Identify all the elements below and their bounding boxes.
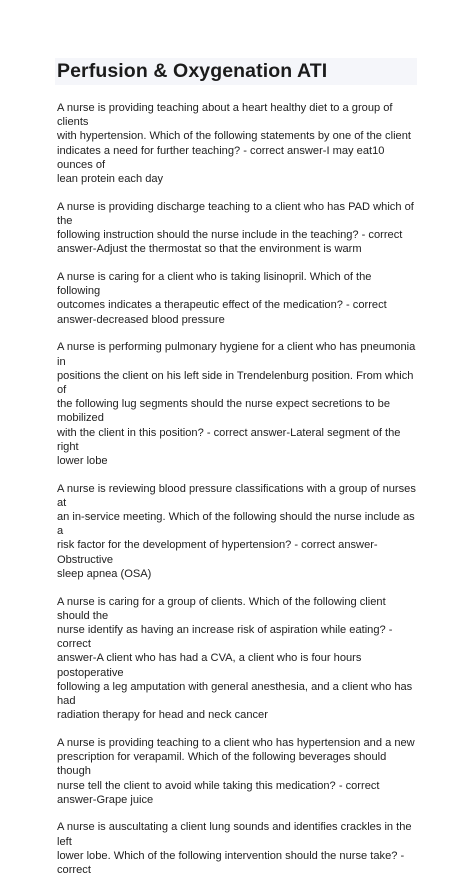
question-list: [57, 101, 417, 877]
question-entry-8: A nurse is auscultating a client lung sounds and identifies crackles in the left lower lobe. Which of the following intervention should the nurse take? - correct: [57, 821, 412, 877]
question-entry-4: A nurse is performing pulmonary hygiene for a client who has pneumonia in positions the client on his left side in Trendelenburg position. From which of the following lug segments should the nurse expect secretions to be mobilized with the client in this position? - correct answer-Lateral segment of the right lower lobe: [57, 341, 416, 467]
page-title: Perfusion & Oxygenation ATI: [57, 60, 328, 82]
question-entry-5: A nurse is reviewing blood pressure classifications with a group of nurses at an in-service meeting. Which of the following should the nurse include as a risk factor for the development of hypertension? - correct answer-Obstructive sleep apnea (OSA): [57, 482, 416, 580]
question-entry-2: A nurse is providing discharge teaching to a client who has PAD which of the following instruction should the nurse include in the teaching? - correct answer-Adjust the thermostat so that the environment is warm: [57, 200, 414, 256]
question-entry-1: A nurse is providing teaching about a heart healthy diet to a group of clients with hypertension. Which of the following statements by one of the client indicates a need for further teaching? - correct answer-I may eat10 ounces of lean protein each day: [57, 102, 411, 186]
question-entry-6: A nurse is caring for a group of clients. Which of the following client should the nurse identify as having an increase risk of aspiration while eating? - correct answer-A client who has had a CVA, a client who is four hours postoperative following a leg amputation with general anesthesia, and a client who has had radiation therapy for head and neck cancer: [57, 595, 413, 722]
title-bar: [55, 58, 417, 85]
question-entry-7: A nurse is providing teaching to a client who has hypertension and a new prescription for verapamil. Which of the following beverages should though nurse tell the client to avoid while taking this medication? - correct answer-Grape juice: [57, 736, 415, 806]
question-entry-3: A nurse is caring for a client who is taking lisinopril. Which of the following outcomes indicates a therapeutic effect of the medication? - correct answer-decreased blood pressure: [57, 271, 387, 326]
